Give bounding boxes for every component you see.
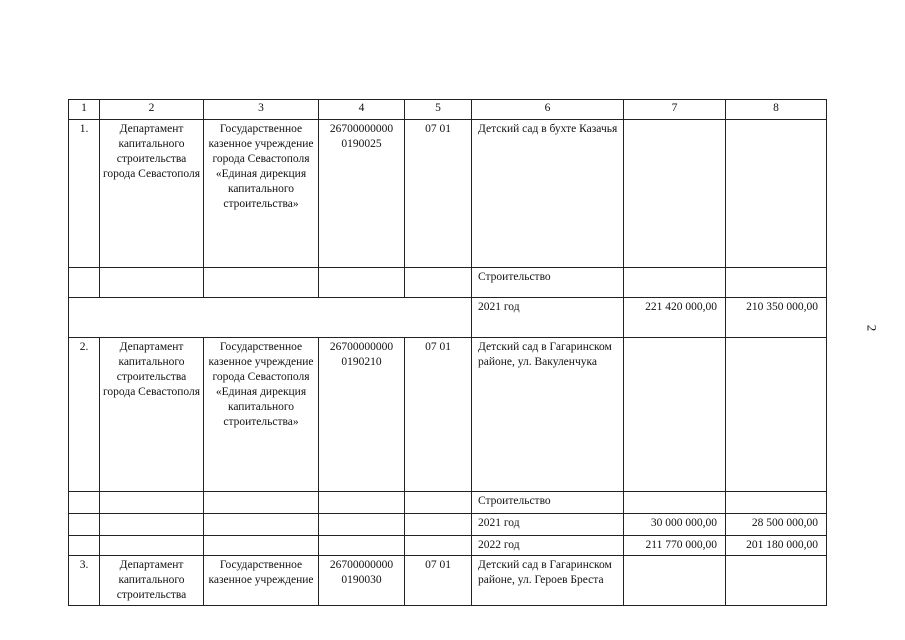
empty-cell (624, 268, 726, 298)
empty-cell (726, 492, 827, 514)
row-number: 3. (69, 556, 100, 606)
code-line: 26700000000 (329, 123, 394, 135)
header-cell: 8 (726, 100, 827, 120)
section-cell: 07 01 (405, 556, 472, 606)
table-row (69, 268, 827, 298)
institution-cell: Государственное казенное учреждение (204, 556, 319, 606)
header-cell: 4 (319, 100, 405, 120)
empty-cell (69, 514, 100, 536)
empty-cell (624, 338, 726, 492)
empty-cell (726, 556, 827, 606)
amount-cell: 201 180 000,00 (726, 536, 827, 556)
page-number: 2 (864, 324, 880, 332)
table-row (69, 514, 827, 536)
code-cell (319, 556, 405, 606)
table-row (69, 536, 827, 556)
empty-cell (405, 536, 472, 556)
table-row (69, 298, 827, 338)
empty-cell (624, 492, 726, 514)
empty-cell (405, 514, 472, 536)
header-cell: 5 (405, 100, 472, 120)
header-cell: 7 (624, 100, 726, 120)
empty-cell (204, 268, 319, 298)
department-cell: Департамент капитального строительства города Севастополя (100, 338, 204, 492)
header-cell: 3 (204, 100, 319, 120)
empty-cell (204, 536, 319, 556)
department-cell: Департамент капитального строительства (100, 556, 204, 606)
activity-cell: Строительство (472, 268, 624, 298)
empty-cell (69, 492, 100, 514)
row-number: 2. (69, 338, 100, 492)
activity-cell: Строительство (472, 492, 624, 514)
object-cell: Детский сад в Гагаринском районе, ул. Героев Бреста (472, 556, 624, 606)
table-row (69, 120, 827, 268)
empty-cell (726, 338, 827, 492)
empty-cell (726, 120, 827, 268)
table-row (69, 556, 827, 606)
empty-cell (69, 536, 100, 556)
empty-cell (405, 268, 472, 298)
empty-cell (726, 268, 827, 298)
empty-cell (204, 514, 319, 536)
object-cell: Детский сад в Гагаринском районе, ул. Вакуленчука (472, 338, 624, 492)
code-cell (319, 120, 405, 268)
amount-cell: 28 500 000,00 (726, 514, 827, 536)
empty-cell (319, 514, 405, 536)
table-row (69, 338, 827, 492)
header-row (69, 100, 827, 120)
empty-cell (319, 492, 405, 514)
header-cell: 6 (472, 100, 624, 120)
object-cell: Детский сад в бухте Казачья (472, 120, 624, 268)
code-line: 26700000000 (329, 341, 394, 353)
table-row (69, 492, 827, 514)
empty-cell (624, 556, 726, 606)
code-line: 0190025 (341, 138, 382, 150)
empty-cell (69, 268, 100, 298)
empty-cell (319, 536, 405, 556)
empty-cell (69, 298, 472, 338)
code-line: 0190030 (341, 574, 382, 586)
code-cell (319, 338, 405, 492)
budget-table (68, 99, 827, 606)
amount-cell: 210 350 000,00 (726, 298, 827, 338)
row-number: 1. (69, 120, 100, 268)
amount-cell: 211 770 000,00 (624, 536, 726, 556)
empty-cell (100, 536, 204, 556)
header-cell: 1 (69, 100, 100, 120)
empty-cell (100, 514, 204, 536)
empty-cell (204, 492, 319, 514)
empty-cell (624, 120, 726, 268)
institution-cell: Государственное казенное учреждение города Севастополя «Единая дирекция капитального строительства» (204, 338, 319, 492)
empty-cell (319, 268, 405, 298)
year-cell: 2022 год (472, 536, 624, 556)
section-cell: 07 01 (405, 338, 472, 492)
year-cell: 2021 год (472, 514, 624, 536)
empty-cell (405, 492, 472, 514)
empty-cell (100, 492, 204, 514)
empty-cell (100, 268, 204, 298)
institution-cell: Государственное казенное учреждение города Севастополя «Единая дирекция капитального строительства» (204, 120, 319, 268)
header-cell: 2 (100, 100, 204, 120)
department-cell: Департамент капитального строительства города Севастополя (100, 120, 204, 268)
amount-cell: 221 420 000,00 (624, 298, 726, 338)
year-cell: 2021 год (472, 298, 624, 338)
code-line: 26700000000 (329, 559, 394, 571)
code-line: 0190210 (341, 356, 382, 368)
amount-cell: 30 000 000,00 (624, 514, 726, 536)
section-cell: 07 01 (405, 120, 472, 268)
